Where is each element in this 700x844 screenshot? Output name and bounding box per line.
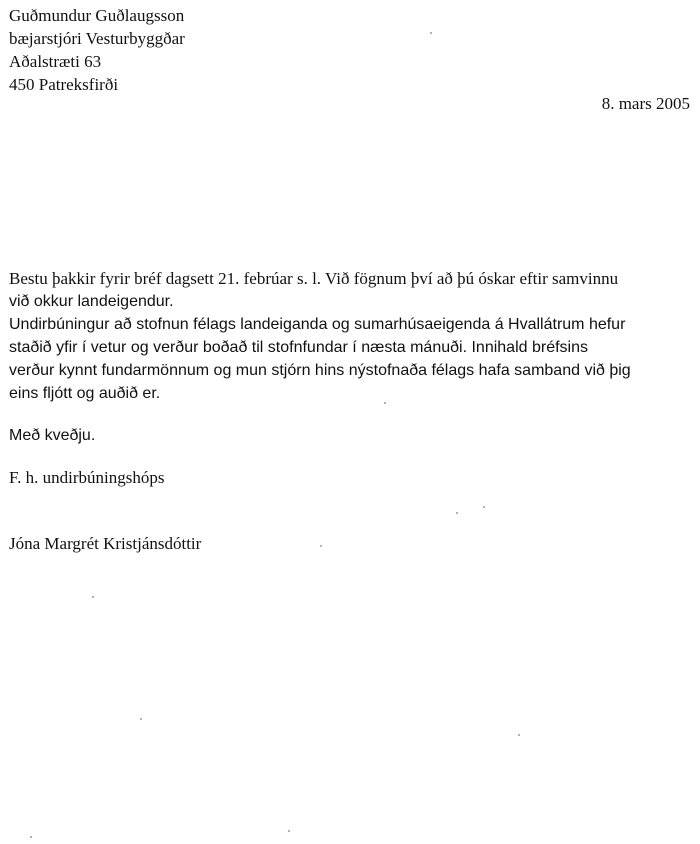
letter-signature: Jóna Margrét Kristjánsdóttir — [9, 534, 202, 553]
scan-speck — [92, 596, 94, 598]
recipient-street: Aðalstræti 63 — [9, 52, 102, 71]
recipient-postal: 450 Patreksfirði — [9, 75, 119, 94]
recipient-title: bæjarstjóri Vesturbyggðar — [9, 29, 185, 48]
letter-body — [9, 267, 697, 405]
recipient-address — [9, 4, 185, 96]
letter-date: 8. mars 2005 — [601, 94, 690, 113]
scan-speck — [30, 836, 32, 838]
scan-speck — [384, 402, 386, 404]
recipient-name: Guðmundur Guðlaugsson — [9, 6, 185, 25]
body-line: Undirbúningur að stofnun félags landeiganda og sumarhúsaeigenda á Hvallátrum hefur — [9, 316, 626, 333]
scan-speck — [430, 32, 432, 34]
body-line: við okkur landeigendur. — [9, 293, 174, 310]
scan-speck — [518, 734, 520, 736]
scan-speck — [288, 830, 290, 832]
body-line: staðið yfir í vetur og verður boðað til stofnfundar í næsta mánuði. Innihald bréfsins — [9, 339, 588, 356]
body-line: eins fljótt og auðið er. — [9, 385, 161, 402]
scan-speck — [140, 718, 142, 720]
body-line: verður kynnt fundarmönnum og mun stjórn hins nýstofnaða félags hafa samband við þig — [9, 362, 631, 379]
letter-closing: Með kveðju. — [9, 427, 96, 444]
letter-sender-group: F. h. undirbúningshóps — [9, 468, 165, 487]
scan-speck — [456, 512, 458, 514]
scan-speck — [483, 506, 485, 508]
scan-speck — [320, 545, 322, 547]
body-line: Bestu þakkir fyrir bréf dagsett 21. febrúar s. l. Við fögnum því að þú óskar eftir samvinnu — [9, 269, 619, 288]
